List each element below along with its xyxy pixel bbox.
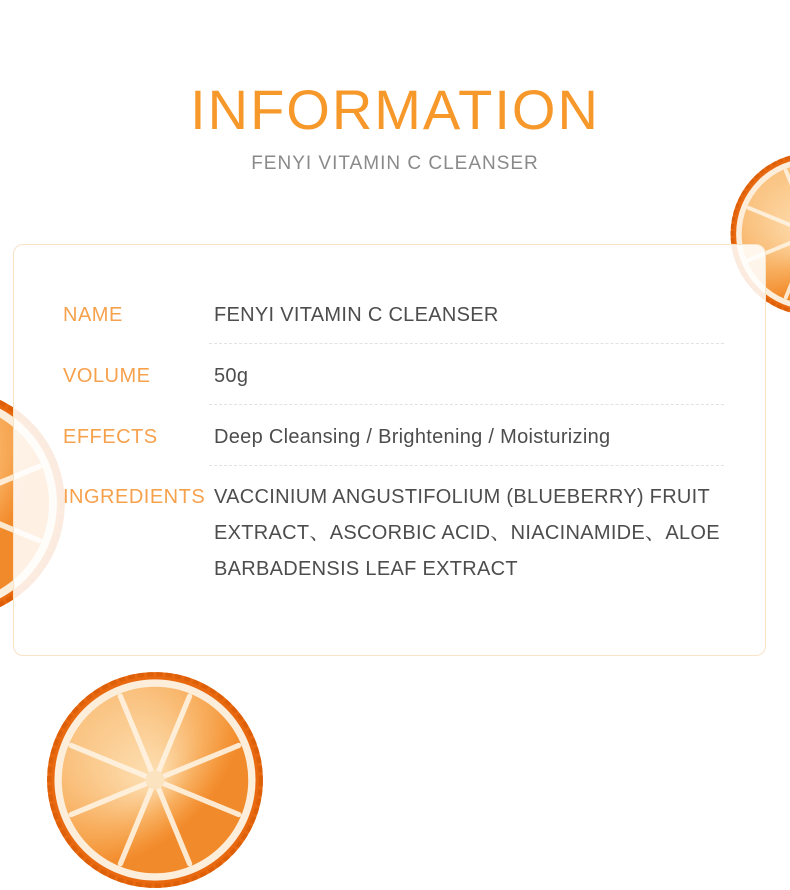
page-subtitle: FENYI VITAMIN C CLEANSER bbox=[251, 153, 539, 174]
info-row-name bbox=[14, 304, 765, 326]
dashed-divider bbox=[209, 465, 724, 466]
value-line: Deep Cleansing / Brightening / Moisturizing bbox=[214, 426, 611, 448]
row-label: EFFECTS bbox=[63, 426, 158, 448]
row-value bbox=[214, 479, 735, 587]
value-line: BARBADENSIS LEAF EXTRACT bbox=[214, 558, 518, 580]
row-label: NAME bbox=[63, 304, 123, 326]
dashed-divider bbox=[209, 343, 724, 344]
product-info-card bbox=[13, 244, 766, 656]
value-line: 50g bbox=[214, 365, 249, 387]
page-title: INFORMATION bbox=[190, 78, 600, 141]
row-label: INGREDIENTS bbox=[63, 486, 206, 508]
orange-slice-image bbox=[45, 670, 265, 890]
row-value bbox=[214, 365, 735, 387]
value-line: EXTRACT、ASCORBIC ACID、NIACINAMIDE、ALOE bbox=[214, 522, 720, 544]
dashed-divider bbox=[209, 404, 724, 405]
value-line: FENYI VITAMIN C CLEANSER bbox=[214, 304, 499, 326]
row-value bbox=[214, 304, 735, 326]
row-value bbox=[214, 426, 735, 448]
info-row-effects bbox=[14, 426, 765, 448]
row-label: VOLUME bbox=[63, 365, 151, 387]
value-line: VACCINIUM ANGUSTIFOLIUM (BLUEBERRY) FRUIT bbox=[214, 486, 711, 508]
info-row-volume bbox=[14, 365, 765, 387]
info-row-ingredients bbox=[14, 479, 765, 587]
